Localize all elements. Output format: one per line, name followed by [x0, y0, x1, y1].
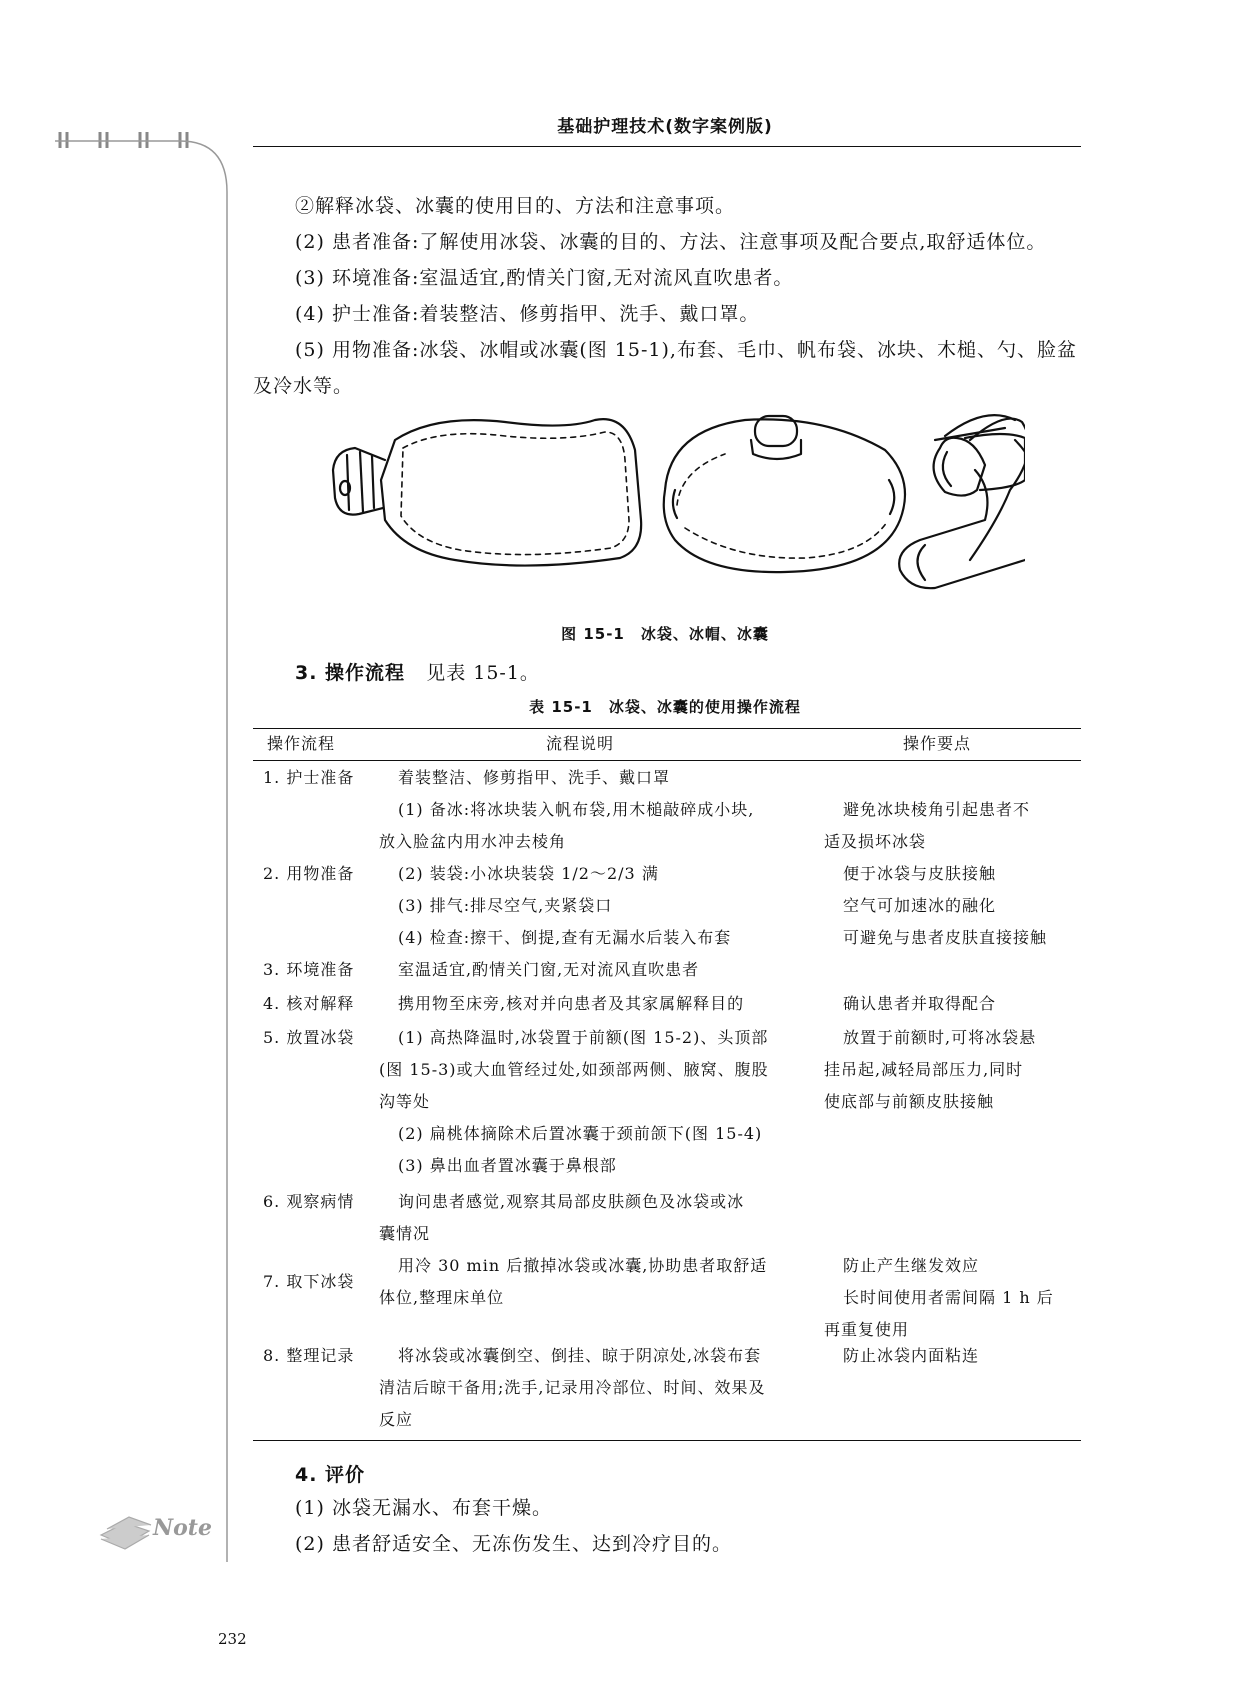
table-cell-description: 用冷 30 min 后撤掉冰袋或冰囊,协助患者取舒适: [398, 1256, 768, 1275]
paragraph-4: (4) 护士准备:着装整洁、修剪指甲、洗手、戴口罩。: [295, 303, 760, 325]
table-cell-description: 反应: [379, 1410, 414, 1429]
table-row-step: 6. 观察病情: [263, 1192, 355, 1211]
table-cell-keypoint: 使底部与前额皮肤接触: [824, 1092, 995, 1111]
table-cell-keypoint: 避免冰块棱角引起患者不: [843, 800, 1031, 819]
table-header-keypoint: 操作要点: [903, 734, 972, 753]
table-cell-description: (2) 扁桃体摘除术后置冰囊于颈前颌下(图 15-4): [398, 1124, 763, 1143]
section-3: [295, 658, 540, 685]
margin-decoration: [55, 132, 245, 1562]
table-row-step: 1. 护士准备: [263, 768, 355, 787]
table-cell-keypoint: 防止产生继发效应: [843, 1256, 980, 1275]
section-4: [295, 1460, 365, 1487]
table-row-step: 7. 取下冰袋: [263, 1272, 355, 1291]
table-cell-description: 沟等处: [379, 1092, 431, 1111]
figure-caption: 图 15-1 冰袋、冰帽、冰囊: [561, 625, 769, 643]
section-3-heading: 3. 操作流程: [295, 662, 406, 684]
ice-bag-figure: [325, 410, 1025, 610]
note-label: Note: [153, 1515, 212, 1541]
paragraph-6: 及冷水等。: [253, 375, 354, 397]
table-cell-description: 室温适宜,酌情关门窗,无对流风直吹患者: [398, 960, 700, 979]
table-cell-keypoint: 确认患者并取得配合: [843, 994, 997, 1013]
table-cell-keypoint: 空气可加速冰的融化: [843, 896, 997, 915]
table-cell-description: (1) 高热降温时,冰袋置于前额(图 15-2)、头顶部: [398, 1028, 769, 1047]
table-row-step: 2. 用物准备: [263, 864, 355, 883]
table-caption: 表 15-1 冰袋、冰囊的使用操作流程: [529, 698, 801, 716]
table-header-description: 流程说明: [546, 734, 615, 753]
table-row-step: 5. 放置冰袋: [263, 1028, 355, 1047]
note-mark: [95, 1505, 215, 1555]
table-cell-description: (图 15-3)或大血管经过处,如颈部两侧、腋窝、腹股: [379, 1060, 769, 1079]
table-cell-description: 询问患者感觉,观察其局部皮肤颜色及冰袋或冰: [398, 1192, 745, 1211]
evaluation-item: (1) 冰袋无漏水、布套干燥。: [295, 1497, 552, 1519]
table-cell-description: 携用物至床旁,核对并向患者及其家属解释目的: [398, 994, 745, 1013]
table-cell-description: 清洁后晾干备用;洗手,记录用冷部位、时间、效果及: [379, 1378, 766, 1397]
paragraph-3: (3) 环境准备:室温适宜,酌情关门窗,无对流风直吹患者。: [295, 267, 794, 289]
table-cell-keypoint: 适及损坏冰袋: [824, 832, 927, 851]
table-cell-keypoint: 便于冰袋与皮肤接触: [843, 864, 997, 883]
table-cell-description: (1) 备冰:将冰块装入帆布袋,用木槌敲碎成小块,: [398, 800, 755, 819]
table-cell-description: 囊情况: [379, 1224, 431, 1243]
paragraph-1: ②解释冰袋、冰囊的使用目的、方法和注意事项。: [295, 195, 736, 217]
running-header: 基础护理技术(数字案例版): [557, 117, 773, 137]
table-cell-keypoint: 再重复使用: [824, 1320, 910, 1339]
table-cell-keypoint: 放置于前额时,可将冰袋悬: [843, 1028, 1037, 1047]
table-cell-description: (4) 检查:擦干、倒提,查有无漏水后装入布套: [398, 928, 732, 947]
table-cell-description: 放入脸盆内用水冲去棱角: [379, 832, 567, 851]
table-row-step: 4. 核对解释: [263, 994, 355, 1013]
section-4-heading: 4. 评价: [295, 1464, 366, 1486]
table-cell-description: (2) 装袋:小冰块装袋 1/2～2/3 满: [398, 864, 659, 883]
table-cell-keypoint: 长时间使用者需间隔 1 h 后: [843, 1288, 1054, 1307]
table-bottom-rule: [253, 1440, 1081, 1441]
page-number: 232: [218, 1630, 247, 1648]
section-3-text: 见表 15-1。: [426, 662, 540, 684]
table-cell-description: 将冰袋或冰囊倒空、倒挂、晾于阴凉处,冰袋布套: [398, 1346, 762, 1365]
table-header-step: 操作流程: [267, 734, 336, 753]
table-header-rule: [253, 760, 1081, 761]
evaluation-item: (2) 患者舒适安全、无冻伤发生、达到冷疗目的。: [295, 1533, 732, 1555]
header-rule: [253, 146, 1081, 147]
table-cell-description: (3) 鼻出血者置冰囊于鼻根部: [398, 1156, 617, 1175]
table-cell-keypoint: 挂吊起,减轻局部压力,同时: [824, 1060, 1024, 1079]
table-cell-description: (3) 排气:排尽空气,夹紧袋口: [398, 896, 613, 915]
table-cell-keypoint: 可避免与患者皮肤直接接触: [843, 928, 1048, 947]
table-row-step: 3. 环境准备: [263, 960, 355, 979]
table-cell-description: 着装整洁、修剪指甲、洗手、戴口罩: [398, 768, 671, 787]
paragraph-2: (2) 患者准备:了解使用冰袋、冰囊的目的、方法、注意事项及配合要点,取舒适体位。: [295, 231, 1047, 253]
table-cell-keypoint: 防止冰袋内面粘连: [843, 1346, 980, 1365]
paragraph-5: (5) 用物准备:冰袋、冰帽或冰囊(图 15-1),布套、毛巾、帆布袋、冰块、木槌、勺、脸盆: [295, 339, 1077, 361]
table-cell-description: 体位,整理床单位: [379, 1288, 505, 1307]
table-row-step: 8. 整理记录: [263, 1346, 355, 1365]
